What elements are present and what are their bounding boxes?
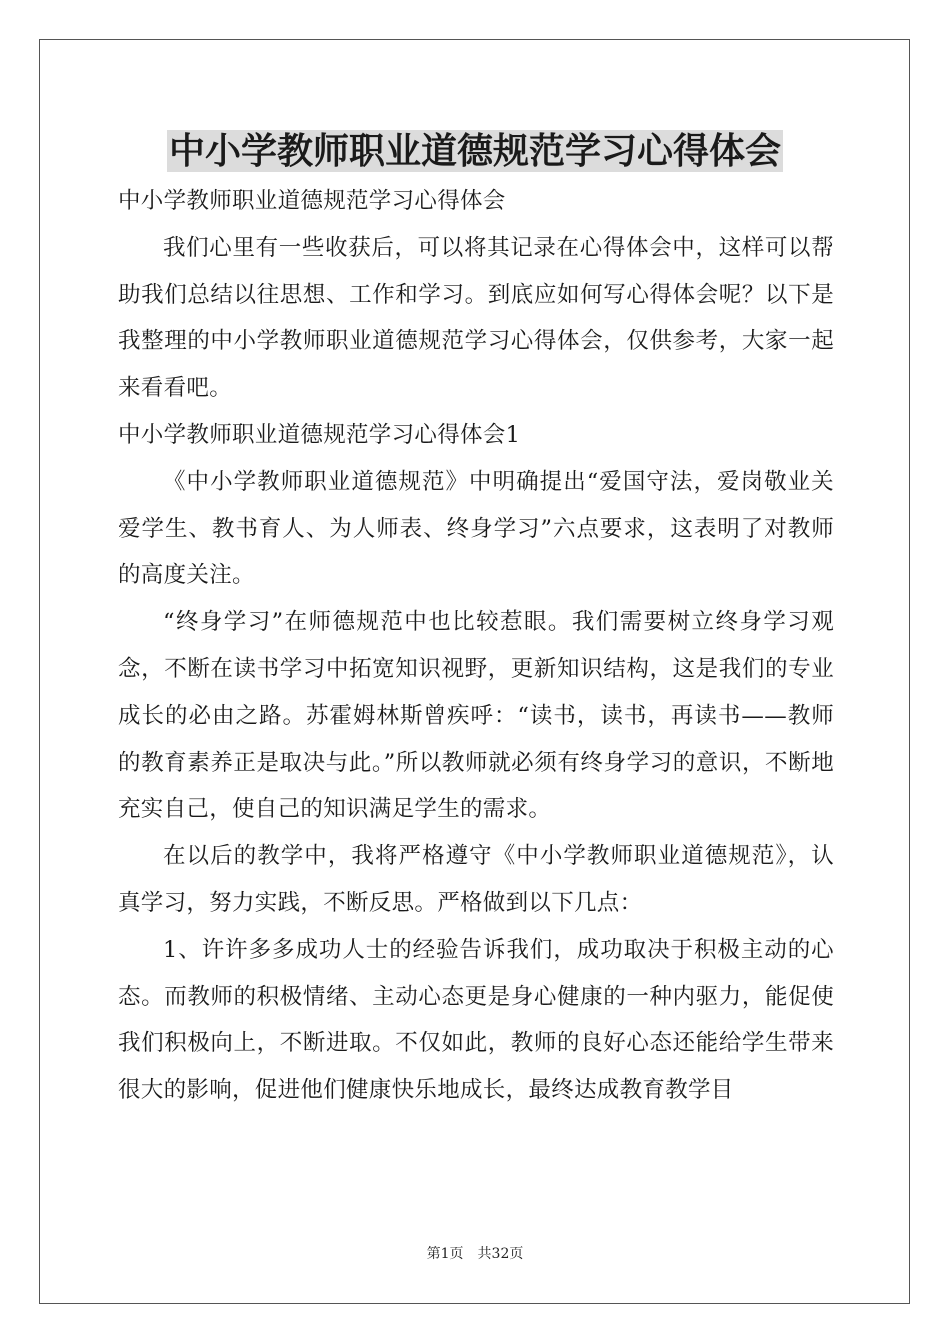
document-body (118, 178, 834, 1114)
paragraph: 在以后的教学中，我将严格遵守《中小学教师职业道德规范》，认真学习，努力实践，不断反思。严格做到以下几点： (118, 843, 834, 916)
paragraph: “终身学习”在师德规范中也比较惹眼。我们需要树立终身学习观念，不断在读书学习中拓宽知识视野，更新知识结构，这是我们的专业成长的必由之路。苏霍姆林斯曾疾呼：“读书，读书，再读书——教师的教育素养正是取决与此。”所以教师就必须有终身学习的意识，不断地充实自己，使自己的知识满足学生的需求。 (118, 609, 834, 823)
paragraph: 中小学教师职业道德规范学习心得体会 (118, 188, 506, 214)
document-title (0, 128, 950, 174)
paragraph: 我们心里有一些收获后，可以将其记录在心得体会中，这样可以帮助我们总结以往思想、工作和学习。到底应如何写心得体会呢？以下是我整理的中小学教师职业道德规范学习心得体会，仅供参考，大家一起来看看吧。 (118, 234, 834, 402)
document-title-text: 中小学教师职业道德规范学习心得体会 (168, 130, 781, 172)
paragraph: 《中小学教师职业道德规范》中明确提出“爱国守法，爱岗敬业关爱学生、教书育人、为人师表、终身学习”六点要求，这表明了对教师的高度关注。 (118, 468, 834, 589)
paragraph: 中小学教师职业道德规范学习心得体会1 (118, 421, 521, 448)
page-number-total: 共32页 (477, 1246, 524, 1262)
page-number-current: 第1页 (426, 1246, 464, 1262)
page-footer (0, 1244, 950, 1264)
paragraph: 1、许许多多成功人士的经验告诉我们，成功取决于积极主动的心态。而教师的积极情绪、主动心态更是身心健康的一种内驱力，能促使我们积极向上，不断进取。不仅如此，教师的良好心态还能给学生带来很大的影响，促进他们健康快乐地成长，最终达成教育教学目 (118, 936, 834, 1104)
